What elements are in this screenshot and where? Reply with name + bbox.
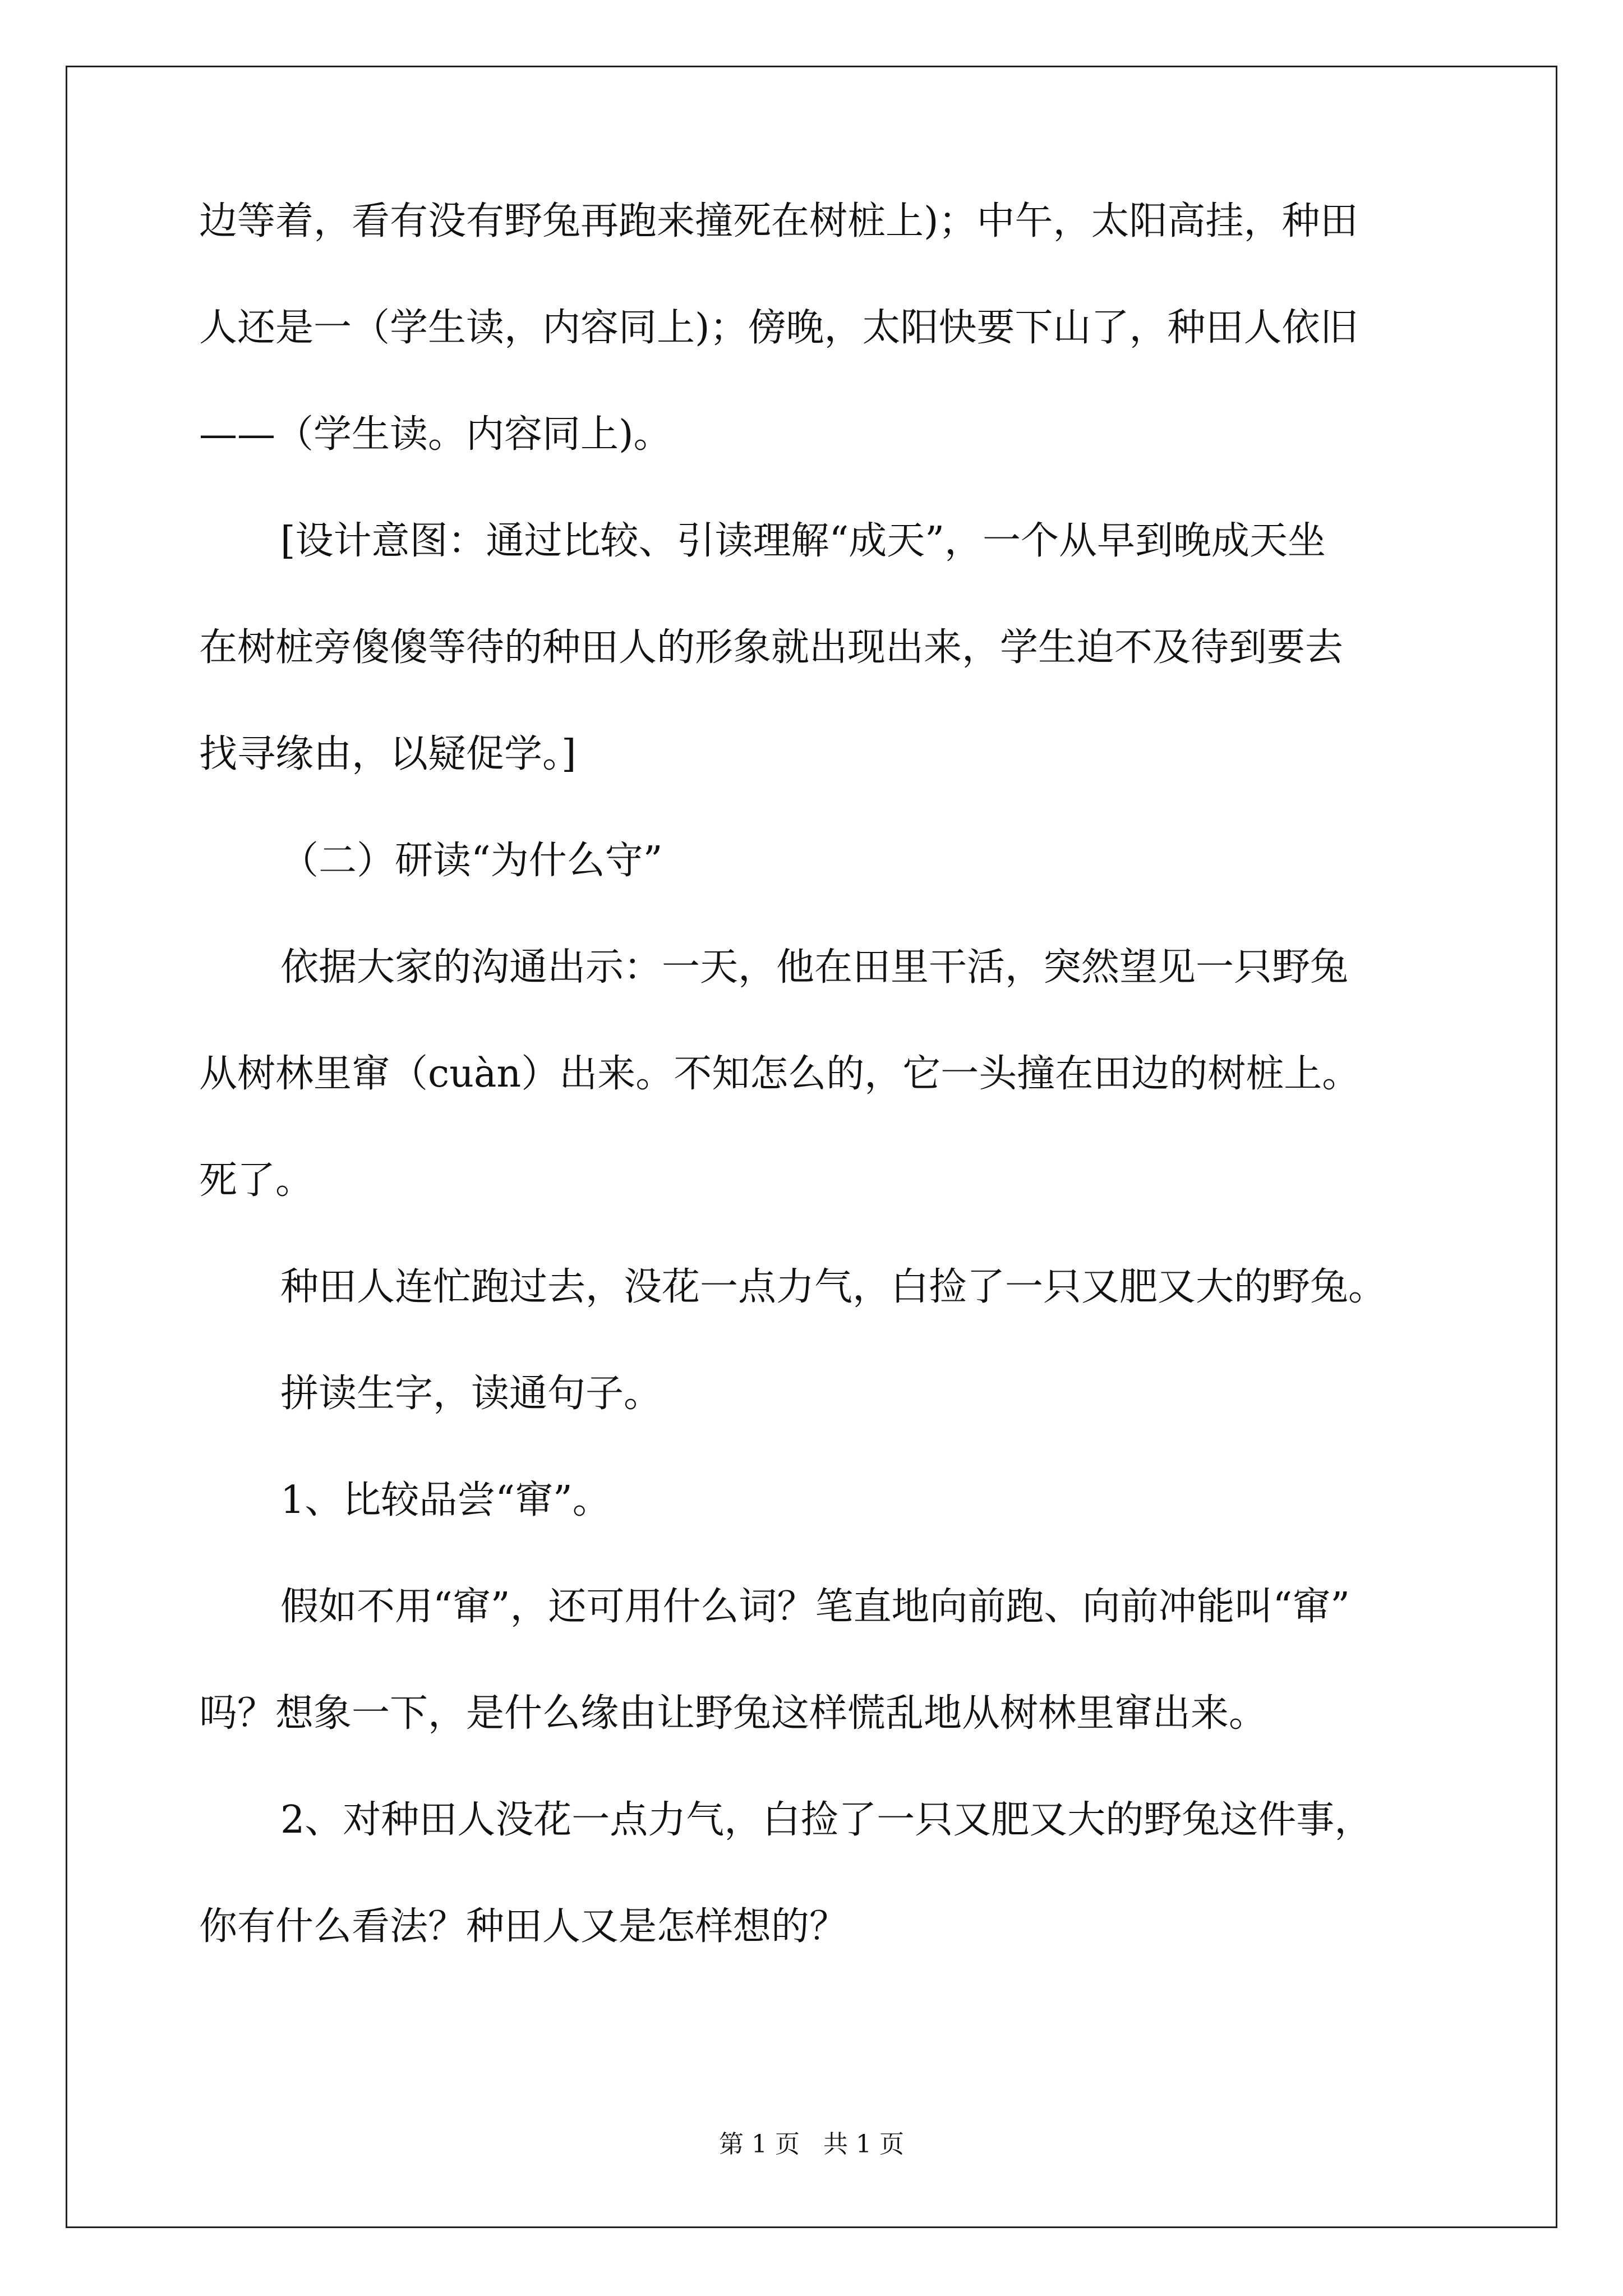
paragraph-line: 假如不用“窜”，还可用什么词？笔直地向前跑、向前冲能叫“窜” xyxy=(280,1585,1350,1629)
paragraph-line: 依据大家的沟通出示：一天，他在田里干活，突然望见一只野兔 xyxy=(280,945,1349,990)
paragraph-line: 死了。 xyxy=(199,1158,314,1203)
paragraph-line: 种田人连忙跑过去，没花一点力气，白捡了一只又肥又大的野兔。 xyxy=(280,1265,1387,1309)
paragraph-line: 吗？想象一下，是什么缘由让野兔这样慌乱地从树林里窜出来。 xyxy=(199,1691,1267,1736)
paragraph-line: 人还是一（学生读，内容同上)；傍晚，太阳快要下山了，种田人依旧 xyxy=(199,306,1358,350)
page-number-footer: 第 1 页 共 1 页 xyxy=(719,2130,904,2159)
design-intent-line: [设计意图：通过比较、引读理解“成天”，一个从早到晚成天坐 xyxy=(280,519,1326,563)
list-item: 2、对种田人没花一点力气，白捡了一只又肥又大的野兔这件事， xyxy=(280,1798,1373,1842)
paragraph-line: 边等着，看有没有野兔再跑来撞死在树桩上)；中午，太阳高挂，种田 xyxy=(199,199,1358,243)
design-intent-line: 找寻缘由，以疑促学。] xyxy=(199,732,577,776)
section-heading: （二）研读“为什么守” xyxy=(280,839,663,883)
design-intent-line: 在树桩旁傻傻等待的种田人的形象就出现出来，学生迫不及待到要去 xyxy=(199,625,1344,670)
paragraph-line: 拼读生字，读通句子。 xyxy=(280,1372,662,1416)
paragraph-line: 你有什么看法？种田人又是怎样想的？ xyxy=(199,1904,848,1949)
list-item: 1、比较品尝“窜”。 xyxy=(280,1478,611,1522)
paragraph-line: 从树林里窜（cuàn）出来。不知怎么的，它一头撞在田边的树桩上。 xyxy=(199,1052,1361,1096)
paragraph-line: ——（学生读。内容同上)。 xyxy=(199,412,672,457)
